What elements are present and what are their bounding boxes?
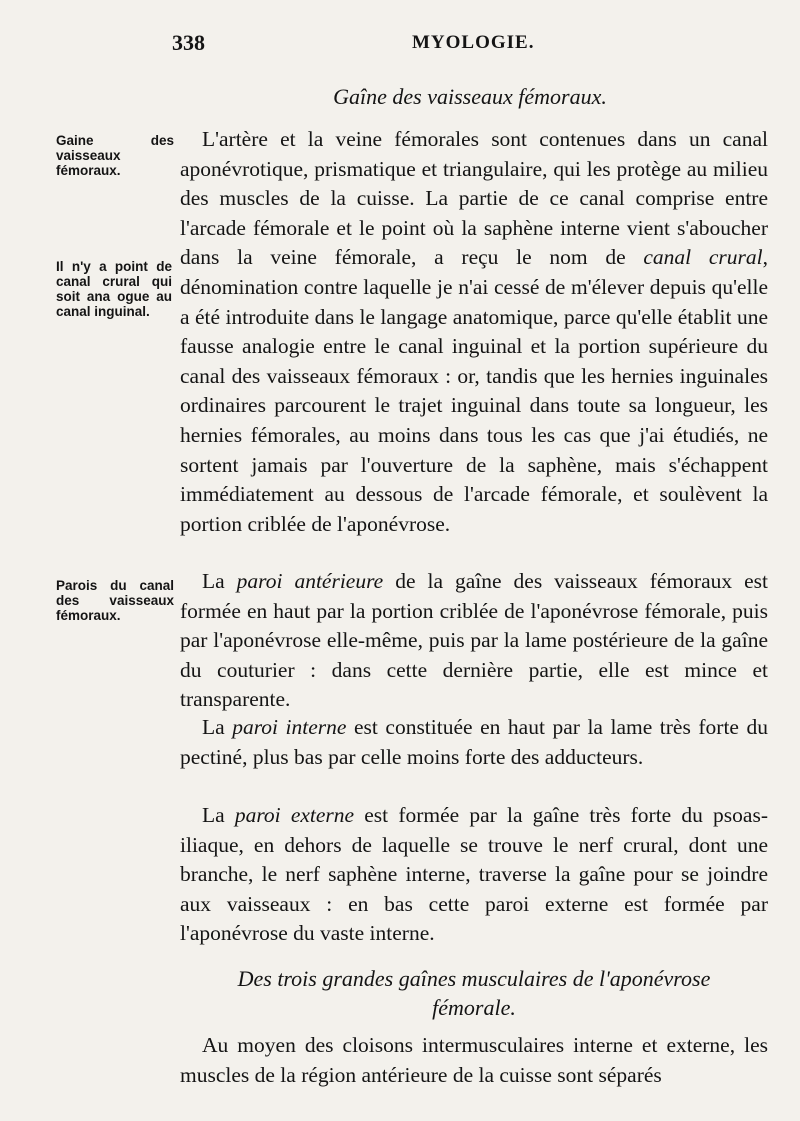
- paragraph-anterieure-text-b: de la gaîne des vaisseaux fémoraux est formée en haut par la portion criblée de l'aponévrose fémorale, puis par l'aponévrose elle-même, puis par la lame postérieure de la gaîne du couturier : dans cette dernière partie, elle est mince et transparente.: [180, 569, 768, 712]
- paragraph-interne-text-a: La: [202, 715, 233, 739]
- paragraph-intro-text-b: , dénomination contre laquelle je n'ai cessé de m'élever depuis qu'elle a été introduite dans le langage anatomique, parce qu'elle établit une fausse analogie entre le canal inguinal et la portion supérieure du canal des vaisseaux fémoraux : or, tandis que les hernies inguinales ordinaires parcourent le trajet inguinal dans toute sa longueur, les hernies fémorales, au moins dans tous les cas que j'ai étudiés, ne sortent jamais par l'ouverture de la saphène, mais s'échappent immédiatement au dessous de l'arcade fémorale, et soulèvent la portion criblée de l'aponévrose.: [180, 245, 768, 536]
- paragraph-externe-text-b: est formée par la gaîne très forte du psoas-iliaque, en dehors de laquelle se trouve le nerf crural, dont une branche, le nerf saphène interne, traverse la gaîne pour se joindre aux vaisseaux : en bas cette paroi externe est formée par l'aponévrose du vaste interne.: [180, 803, 768, 946]
- term-paroi-externe: paroi externe: [234, 803, 355, 827]
- paragraph-paroi-externe: [180, 801, 768, 949]
- paragraph-intro: [180, 125, 768, 539]
- margin-note-parois: Parois du canal des vaisseaux fémoraux.: [56, 578, 174, 623]
- page-header: [172, 30, 772, 56]
- paragraph-interne-text-b: est constituée en haut par la lame très forte du pectiné, plus bas par celle moins forte des adducteurs.: [180, 715, 768, 769]
- term-canal-crural: canal crural: [643, 245, 763, 270]
- paragraph-paroi-anterieure: [180, 567, 768, 715]
- margin-note-gaine: Gaine des vaisseaux fémoraux.: [56, 133, 174, 178]
- paragraph-paroi-interne: [180, 713, 768, 772]
- term-paroi-anterieure: paroi antérieure: [236, 569, 384, 593]
- margin-note-canal-crural: Il n'y a point de canal crural qui soit ana ogue au canal inguinal.: [56, 259, 172, 319]
- paragraph-anterieure-text-a: La: [202, 569, 237, 593]
- term-paroi-interne: paroi interne: [232, 715, 347, 739]
- paragraph-trois-gaines: [180, 1031, 768, 1090]
- section-heading-trois-gaines-line2: fémorale.: [432, 995, 516, 1020]
- paragraph-trois-gaines-text: Au moyen des cloisons intermusculaires interne et externe, les muscles de la région antérieure de la cuisse sont séparés: [180, 1033, 768, 1087]
- section-heading-trois-gaines-line1: Des trois grandes gaînes musculaires de l'aponévrose: [237, 966, 711, 991]
- running-head: MYOLOGIE.: [412, 32, 535, 53]
- section-heading-gaine: Gaîne des vaisseaux fémoraux.: [333, 84, 607, 109]
- paragraph-externe-text-a: La: [202, 803, 235, 827]
- page-number: 338: [172, 30, 205, 55]
- paragraph-intro-text-a: L'artère et la veine fémorales sont contenues dans un canal aponévrotique, prismatique et triangulaire, qui les protège au milieu des muscles de la cuisse. La partie de ce canal comprise entre l'arcade fémorale et le point où la saphène interne vient s'aboucher dans la veine fémorale, a reçu le nom de: [180, 127, 768, 270]
